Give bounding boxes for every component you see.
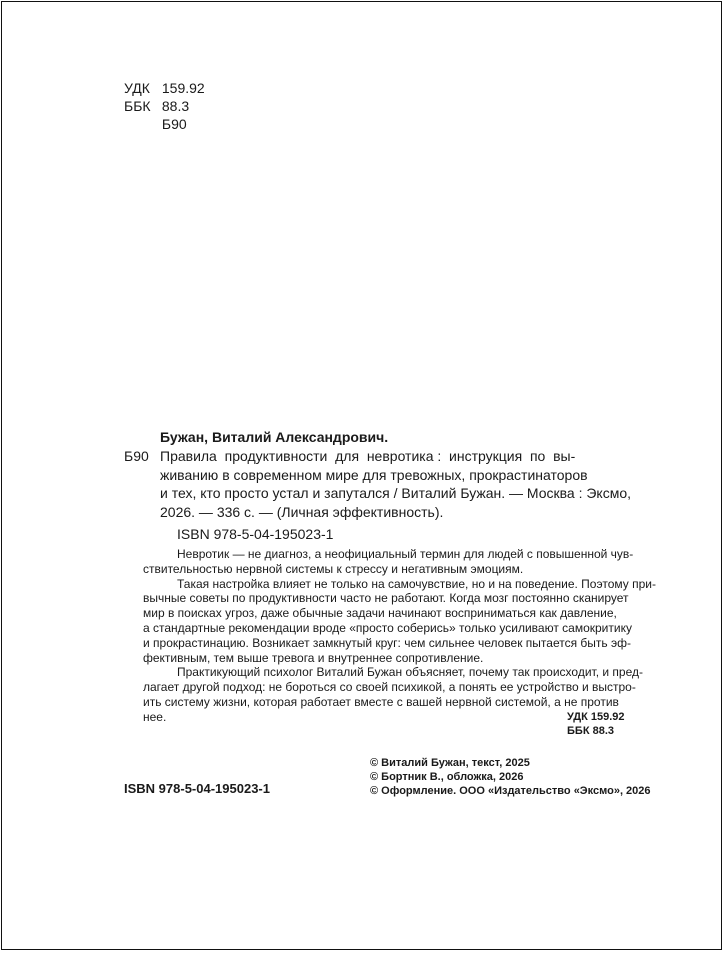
annotation [143,547,656,725]
footer-udk: УДК 159.92 [567,711,625,723]
footer-bbk: ББК 88.3 [567,725,614,737]
annotation-line: мир в поисках угроз, даже обычные задачи начинают восприниматься как давление, [143,606,617,621]
author-mark-line [124,115,205,133]
annotation-line: ствительностью нервной системы к стрессу и негативным эмоциям. [143,561,524,576]
annotation-line: и прокрастинацию. Возникает замкнутый круг: чем сильнее человек пытается быть эф- [143,635,631,650]
annotation-line: Невротик — не диагноз, а неофициальный термин для людей с повышенной чув- [177,547,634,561]
description-line: живанию в современном мире для тревожных, прокрастинаторов [160,466,588,483]
bbk-value: 88.3 [161,98,190,114]
copyright-line: © Виталий Бужан, текст, 2025 [370,757,530,769]
annotation-line: фективным, тем выше тревога и внутреннее сопротивление. [143,650,484,665]
bottom-isbn: ISBN 978-5-04-195023-1 [124,781,270,796]
annotation-line: нее. [143,709,167,724]
udk-line [124,79,205,97]
annotation-line: вычные советы по продуктивности часто не работают. Когда мозг постоянно сканирует [143,591,629,606]
copyright-block [370,756,651,798]
annotation-paragraph [143,665,643,724]
description-line: Правила продуктивности для невротика : инструкция по вы- [160,448,576,464]
bibliographic-description [160,447,632,521]
annotation-paragraph [143,576,656,666]
udk-label: УДК [124,80,150,96]
annotation-line: лагает другой подход: не бороться со своей психикой, а понять ее устройство и выстро- [143,680,636,695]
author-mark: Б90 [161,116,187,132]
author-heading: Бужан, Виталий Александрович. [160,429,389,445]
bbk-line [124,97,205,115]
record-mark: Б90 [124,448,149,464]
annotation-line: а стандартные рекомендации вроде «просто соберись» только усиливают самокритику [143,620,632,635]
description-line: 2026. — 336 с. — (Личная эффективность). [160,503,444,520]
annotation-paragraph [143,547,634,577]
annotation-line: Практикующий психолог Виталий Бужан объясняет, почему так происходит, и пред- [177,665,643,680]
udk-value: 159.92 [161,80,205,96]
annotation-line: Такая настройка влияет не только на самочувствие, но и на поведение. Поэтому при- [177,576,656,591]
annotation-line: ить систему жизни, которая работает вместе с вашей нервной системой, а не против [143,694,619,709]
header-codes [124,79,205,133]
bbk-label: ББК [124,98,151,114]
copyright-line: © Бортник В., обложка, 2026 [370,771,524,783]
footer-codes [567,710,625,738]
copyright-line: © Оформление. ООО «Издательство «Эксмо», 2026 [370,785,651,797]
record-isbn: ISBN 978-5-04-195023-1 [177,526,334,542]
description-line: и тех, кто просто устал и запутался / Виталий Бужан. — Москва : Эксмо, [160,485,632,501]
